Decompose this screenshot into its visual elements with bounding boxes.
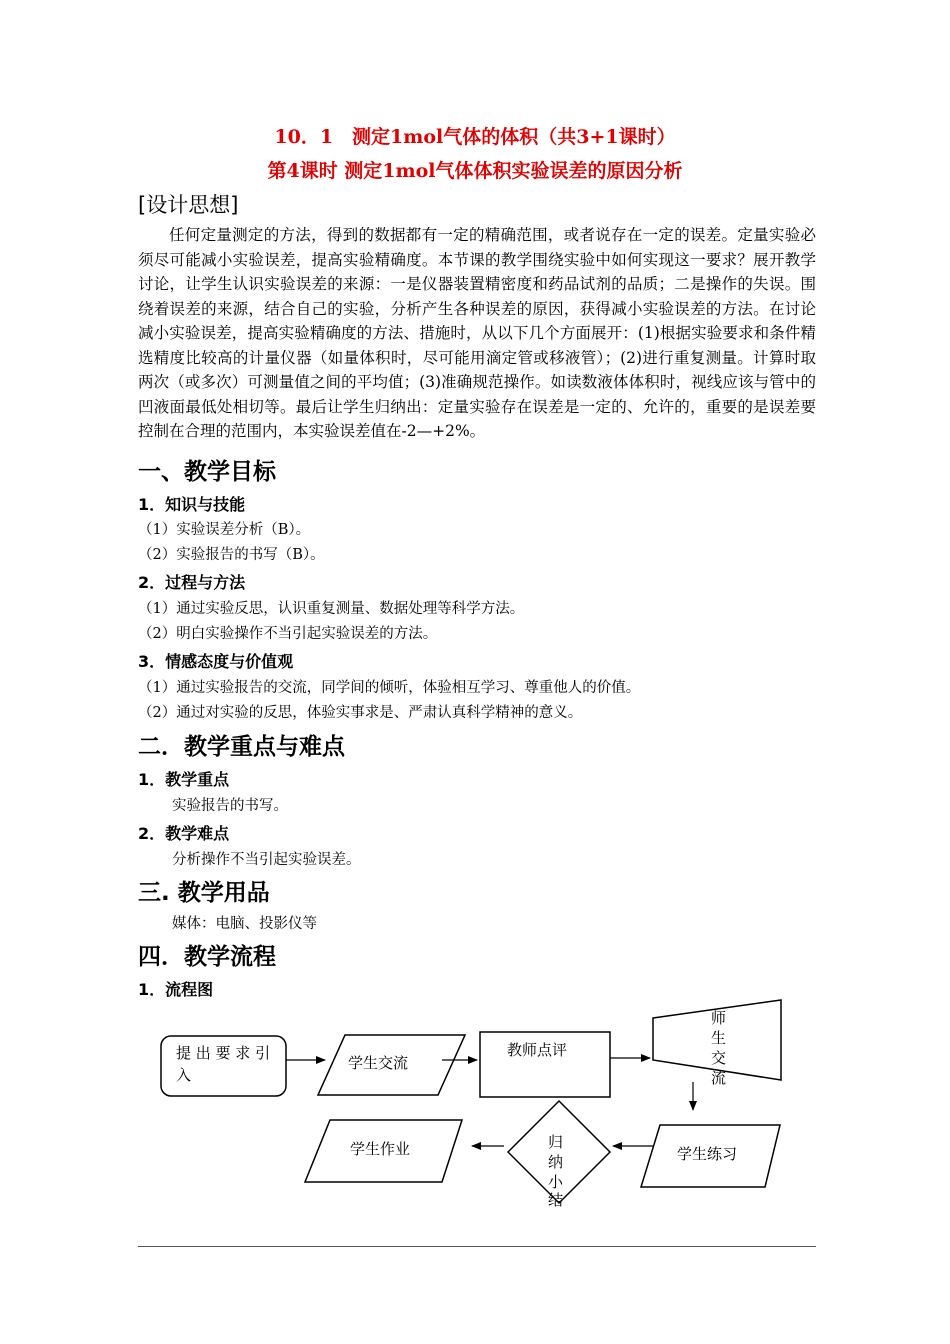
subheading-process: 2．过程与方法 — [138, 573, 246, 592]
flow-node-discussion — [653, 1000, 781, 1087]
section-heading-objectives: 一、教学目标 — [138, 459, 276, 485]
flow-node-practice-label: 学生练习 — [677, 1145, 738, 1163]
flow-node-practice — [641, 1125, 780, 1187]
list-item: （1）实验误差分析（B）。 — [138, 522, 311, 538]
subheading-knowledge: 1．知识与技能 — [138, 495, 246, 514]
flow-node-comment — [480, 1032, 610, 1097]
subheading-attitude: 3．情感态度与价值观 — [138, 652, 294, 671]
flow-node-discussion-char: 流 — [711, 1069, 727, 1087]
footer-divider — [138, 1246, 816, 1247]
section-heading-process: 四．教学流程 — [138, 944, 276, 970]
flow-node-summary-char: 纳 — [548, 1153, 564, 1171]
flow-node-summary-char: 归 — [548, 1133, 564, 1151]
flow-node-start-line1: 提 出 要 求 引 — [176, 1044, 271, 1062]
flow-node-summary-char: 小 — [548, 1173, 564, 1191]
document-title: 10．1 测定1mol气体的体积（共3+1课时） — [274, 126, 676, 148]
flow-node-exchange — [318, 1035, 465, 1095]
flow-node-discussion-char: 师 — [711, 1009, 727, 1027]
flow-node-start — [161, 1036, 286, 1096]
subheading-focus: 1．教学重点 — [138, 770, 230, 789]
flow-node-start-line2: 入 — [176, 1066, 192, 1084]
flow-node-discussion-char: 生 — [711, 1029, 727, 1047]
list-item: （2）明白实验操作不当引起实验误差的方法。 — [138, 626, 438, 642]
focus-text: 实验报告的书写。 — [172, 798, 288, 814]
flow-node-homework — [305, 1120, 462, 1182]
flow-node-summary — [508, 1101, 610, 1209]
materials-text: 媒体：电脑、投影仪等 — [172, 916, 317, 932]
flow-node-discussion-char: 交 — [711, 1049, 727, 1067]
design-paragraph: 任何定量测定的方法，得到的数据都有一定的精确范围，或者说存在一定的误差。定量实验必须尽可能减小实验误差，提高实验精确度。本节课的教学围绕实验中如何实现这一要求？展开教学讨论，让学生认识实验误差的来源：一是仪器装置精密度和药品试剂的品质；二是操作的失误。围绕着误差的来源，结合自己的实验，分析产生各种误差的原因，获得减小实验误差的方法。在讨论减小实验误差，提高实验精确度的方法、措施时，从以下几个方面展开：(1)根据实验要求和条件精选精度比较高的计量仪器（如量体积时，尽可能用滴定管或移液管）；(2)进行重复测量。计算时取两次（或多次）可测量值之间的平均值；(3)准确规范操作。如读数液体体积时，视线应该与管中的凹液面最低处相切等。最后让学生归纳出：定量实验存在误差是一定的、允许的，重要的是误差要控制在合理的范围内，本实验误差值在-2—+2%。 — [138, 226, 816, 440]
list-item: （1）通过实验报告的交流，同学间的倾听，体验相互学习、尊重他人的价值。 — [138, 680, 641, 696]
flow-node-exchange-label: 学生交流 — [348, 1054, 409, 1072]
document-subtitle: 第4课时 测定1mol气体体积实验误差的原因分析 — [267, 160, 683, 182]
section-heading-materials: 三. 教学用品 — [138, 880, 270, 906]
design-heading: [设计思想] — [138, 193, 239, 217]
flow-node-homework-label: 学生作业 — [350, 1140, 411, 1158]
list-item: （2）实验报告的书写（B）。 — [138, 547, 325, 563]
list-item: （2）通过对实验的反思，体验实事求是、严肃认真科学精神的意义。 — [138, 705, 583, 721]
flow-node-summary-char: 结 — [548, 1191, 564, 1209]
difficulty-text: 分析操作不当引起实验误差。 — [172, 852, 361, 868]
section-heading-key-points: 二．教学重点与难点 — [138, 734, 345, 760]
list-item: （1）通过实验反思，认识重复测量、数据处理等科学方法。 — [138, 601, 525, 617]
subheading-flowchart: 1．流程图 — [138, 980, 214, 999]
subheading-difficulty: 2．教学难点 — [138, 824, 230, 843]
flow-node-comment-label: 教师点评 — [507, 1041, 568, 1059]
